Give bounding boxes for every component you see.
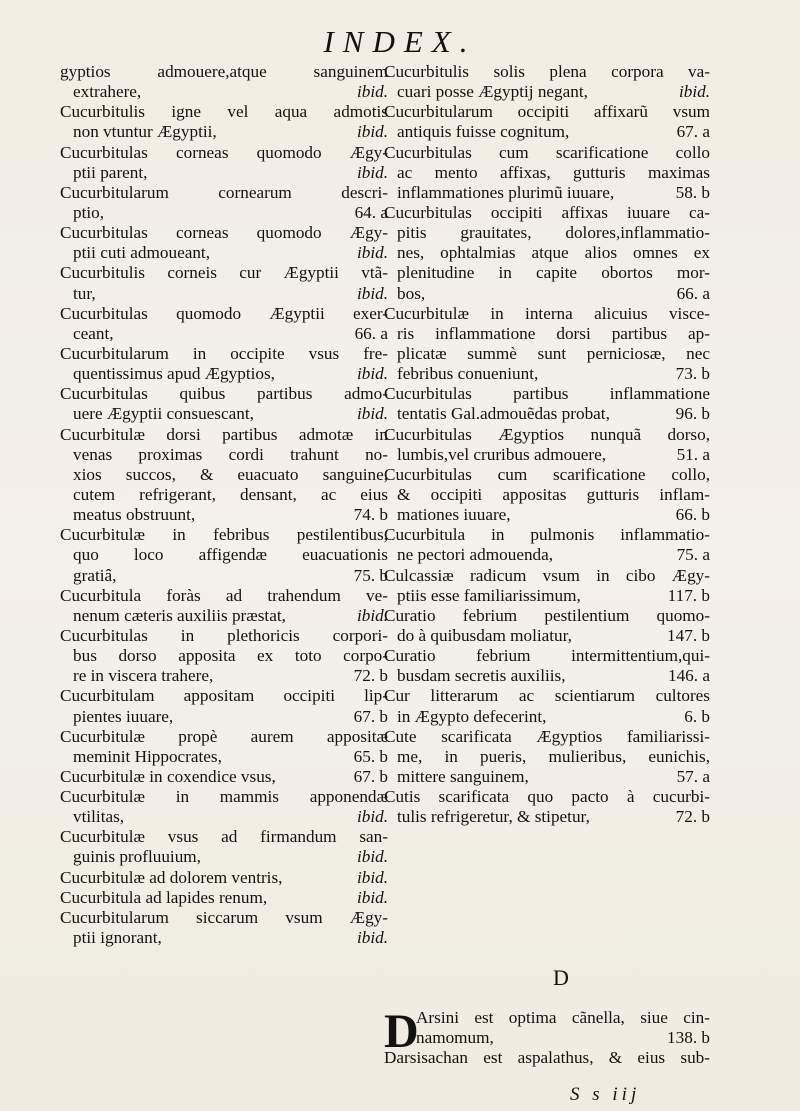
index-entry-line (60, 888, 388, 908)
index-entry-line (384, 686, 710, 706)
folio-reference: 67. b (353, 766, 388, 786)
entry-text: pitis grauitates, dolores,inflammatio- (397, 223, 710, 243)
index-entry-line (384, 82, 710, 102)
entry-text: cutem refrigerant, densant, ac eius (73, 484, 388, 504)
index-entry-line (384, 223, 710, 243)
index-entry-line (60, 807, 388, 827)
folio-reference: 74. b (353, 505, 388, 525)
entry-text: bus dorso apposita ex toto corpo- (73, 646, 388, 666)
entry-text: ac mento affixas, gutturis maximas (397, 162, 710, 182)
index-entry-line (384, 525, 710, 545)
index-entry-line (60, 727, 388, 747)
entry-text: Cucurbitulas quomodo Ægyptii exer- (60, 303, 388, 323)
folio-reference: 67. a (676, 122, 710, 142)
section-d-entries (384, 1005, 710, 1068)
folio-reference: 146. a (667, 666, 710, 686)
index-entry-line (60, 767, 388, 787)
entry-text: ne pectori admouenda, (397, 545, 554, 565)
entry-text: Cur litterarum ac scientiarum cultores (384, 686, 710, 706)
index-entry-line (384, 545, 710, 565)
index-entry-line (60, 646, 388, 666)
entry-text: gyptios admouere,atque sanguinem (60, 62, 388, 81)
entry-text: Curatio febrium intermittentium,qui- (384, 646, 710, 666)
index-entry-line (60, 465, 388, 485)
folio-reference: ibid. (356, 887, 388, 907)
index-entry-line (60, 344, 388, 364)
entry-text: Cucurbitulam appositam occipiti lip- (60, 686, 388, 706)
index-entry-line (60, 505, 388, 525)
entry-text: Cucurbitulæ in mammis apponendæ (60, 787, 388, 807)
entry-text: busdam secretis auxiliis, (397, 666, 566, 686)
entry-text: Cucurbitulas occipiti affixas iuuare ca- (384, 202, 710, 222)
entry-text: Cucurbitulas Ægyptios nunquã dorso, (384, 424, 710, 444)
index-entry-line (60, 223, 388, 243)
entry-text: inflammationes plurimũ iuuare, (397, 182, 615, 202)
folio-reference: 72. b (675, 807, 710, 827)
index-entry-line (384, 445, 710, 465)
folio-reference: ibid. (356, 605, 388, 625)
folio-reference: 6. b (684, 706, 710, 726)
entry-text: me, in pueris, mulieribus, eunichis, (397, 746, 710, 766)
index-entry-line (60, 566, 388, 586)
entry-text: Cucurbitulis corneis cur Ægyptii vtã- (60, 263, 388, 283)
entry-text: tentatis Gal.admouẽdas probat, (397, 404, 610, 424)
index-entry-line (384, 626, 710, 646)
index-entry-line (60, 324, 388, 344)
entry-text: ceant, (73, 323, 114, 343)
folio-reference: 66. a (676, 283, 710, 303)
folio-reference: 75. b (353, 565, 388, 585)
folio-reference: ibid. (356, 162, 388, 182)
index-entry-line (60, 263, 388, 283)
folio-reference: 65. b (353, 746, 388, 766)
left-column (60, 62, 388, 948)
entry-text: Cucurbitula foràs ad trahendum ve- (60, 585, 388, 605)
index-entry-line (60, 626, 388, 646)
entry-text: Cucurbitulæ in interna alicuius visce- (384, 303, 710, 323)
folio-reference: 96. b (675, 404, 710, 424)
folio-reference: ibid. (356, 283, 388, 303)
entry-text: Culcassiæ radicum vsum in cibo Ægy- (384, 565, 710, 585)
index-entry-line (384, 1048, 710, 1068)
entry-text: Cutis scarificata quo pacto à cucurbi- (384, 787, 710, 807)
entry-text: guinis profluuium, (73, 847, 201, 867)
entry-text: Curatio febrium pestilentium quomo- (384, 605, 710, 625)
entry-text: Cucurbitularum in occipite vsus fre- (60, 343, 388, 363)
entry-text: Cucurbitularum siccarum vsum Ægy- (60, 907, 388, 927)
entry-text: bos, (397, 283, 426, 303)
index-entry-line (60, 485, 388, 505)
entry-text: extrahere, (73, 82, 142, 102)
entry-text: re in viscera trahere, (73, 666, 214, 686)
index-entry-line (60, 928, 388, 948)
folio-reference: ibid. (356, 928, 388, 948)
index-entry-line (60, 143, 388, 163)
index-entry-line (384, 767, 710, 787)
index-entry-line (384, 404, 710, 424)
index-entry-line (60, 586, 388, 606)
index-entry-line (60, 183, 388, 203)
index-entry-line (384, 304, 710, 324)
index-entry-line (384, 727, 710, 747)
index-entry-line (384, 807, 710, 827)
index-entry-line (60, 163, 388, 183)
entry-text: Cucurbitulæ in coxendice vsus, (60, 766, 276, 786)
folio-reference: 147. b (667, 625, 710, 645)
index-entry-line (384, 666, 710, 686)
index-entry-line (60, 62, 388, 82)
entry-text: namomum, (416, 1028, 494, 1048)
folio-reference: ibid. (356, 867, 388, 887)
index-entry-line (60, 847, 388, 867)
folio-reference: ibid. (678, 82, 710, 102)
index-entry-line (384, 1028, 710, 1048)
index-entry-line (384, 747, 710, 767)
entry-text: Cucurbitula ad lapides renum, (60, 887, 268, 907)
entry-text: non vtuntur Ægyptii, (73, 122, 217, 142)
index-entry-line (384, 505, 710, 525)
index-entry-line (60, 404, 388, 424)
entry-text: gratiâ, (73, 565, 117, 585)
folio-reference: ibid. (356, 364, 388, 384)
entry-text: ptii cuti admoueant, (73, 243, 210, 263)
entry-text: mationes iuuare, (397, 505, 511, 525)
entry-text: Cucurbitulas corneas quomodo Ægy- (60, 142, 388, 162)
entry-text: tur, (73, 283, 96, 303)
folio-reference: ibid. (356, 404, 388, 424)
index-entry-line (384, 465, 710, 485)
index-entry-line (60, 827, 388, 847)
index-entry-line (60, 868, 388, 888)
entry-text: ptio, (73, 202, 105, 222)
folio-reference: 58. b (675, 182, 710, 202)
index-entry-line (60, 284, 388, 304)
folio-reference: 66. a (354, 323, 388, 343)
index-entry-line (384, 324, 710, 344)
index-entry-line (60, 545, 388, 565)
folio-reference: 73. b (675, 364, 710, 384)
index-entry-line (384, 646, 710, 666)
entry-text: Cucurbitula in pulmonis inflammatio- (384, 525, 710, 545)
entry-text: Arsini est optima cãnella, siue cin- (416, 1008, 710, 1027)
entry-text: mittere sanguinem, (397, 766, 529, 786)
entry-text: Cucurbitulæ ad dolorem ventris, (60, 867, 283, 887)
folio-reference: 57. a (676, 766, 710, 786)
entry-text: xios succos, & euacuato sanguine, (73, 464, 388, 484)
entry-text: & occipiti appositas gutturis inflam- (397, 484, 710, 504)
index-entry-line (60, 384, 388, 404)
index-entry-line (60, 908, 388, 928)
entry-text: Cucurbitularum occipiti affixarũ vsum (384, 102, 710, 122)
entry-text: Cucurbitulæ in febribus pestilentibus, (60, 525, 388, 545)
section-letter-d: D (553, 965, 569, 990)
index-entry-line (384, 122, 710, 142)
folio-reference: 72. b (353, 666, 388, 686)
index-entry-line (384, 1008, 710, 1028)
entry-text: nenum cæteris auxiliis præstat, (73, 605, 286, 625)
index-entry-line (60, 707, 388, 727)
entry-text: plenitudine in capite obortos mor- (397, 263, 710, 283)
entry-text: cuari posse Ægyptij negant, (397, 82, 588, 102)
index-entry-line (60, 122, 388, 142)
entry-text: lumbis,vel cruribus admouere, (397, 444, 607, 464)
index-entry-line (384, 606, 710, 626)
entry-text: uere Ægyptii consuescant, (73, 404, 254, 424)
entry-text: ptii ignorant, (73, 928, 162, 948)
entry-text: Darsisachan est aspalathus, & eius sub- (384, 1048, 710, 1068)
index-entry-line (384, 203, 710, 223)
index-entry-line (60, 787, 388, 807)
entry-text: meminit Hippocrates, (73, 746, 222, 766)
index-entry-line (384, 284, 710, 304)
index-entry-line (384, 485, 710, 505)
entry-text: Cucurbitulæ dorsi partibus admotæ in (60, 424, 388, 444)
folio-reference: ibid. (356, 243, 388, 263)
index-entry-line (60, 606, 388, 626)
index-entry-line (60, 445, 388, 465)
index-entry-line (384, 707, 710, 727)
folio-reference: 66. b (675, 505, 710, 525)
entry-text: antiquis fuisse cognitum, (397, 122, 570, 142)
index-entry-line (384, 344, 710, 364)
folio-reference: ibid. (356, 847, 388, 867)
folio-reference: 138. b (667, 1028, 710, 1048)
index-entry-line (384, 263, 710, 283)
index-entry-line (60, 686, 388, 706)
entry-text: Cucurbitulas quibus partibus admo- (60, 384, 388, 404)
folio-reference: 75. a (676, 545, 710, 565)
index-entry-line (60, 666, 388, 686)
entry-text: nes, ophtalmias atque alios omnes ex (397, 243, 710, 263)
entry-text: Cucurbitulas in plethoricis corpori- (60, 625, 388, 645)
index-entry-line (60, 525, 388, 545)
index-entry-line (60, 243, 388, 263)
index-entry-line (384, 586, 710, 606)
entry-text: venas proximas cordi trahunt no- (73, 444, 388, 464)
dropcap-initial: D (384, 1005, 419, 1058)
entry-text: Cucurbitulas cum scarificatione collo (384, 142, 710, 162)
entry-text: vtilitas, (73, 807, 125, 827)
entry-text: Cucurbitulas cum scarificatione collo, (384, 464, 710, 484)
entry-text: meatus obstruunt, (73, 505, 196, 525)
index-entry-line (384, 384, 710, 404)
index-entry-line (60, 304, 388, 324)
entry-text: Cucurbitulæ propè aurem appositæ (60, 726, 388, 746)
entry-text: Cucurbitulæ vsus ad firmandum san- (60, 827, 388, 847)
entry-text: do à quibusdam moliatur, (397, 625, 572, 645)
entry-text: Cute scarificata Ægyptios familiarissi- (384, 726, 710, 746)
entry-text: Cucurbitulas corneas quomodo Ægy- (60, 223, 388, 243)
index-entry-line (384, 364, 710, 384)
entry-text: ris inflammatione dorsi partibus ap- (397, 323, 710, 343)
entry-text: febribus conueniunt, (397, 364, 539, 384)
index-entry-line (60, 203, 388, 223)
folio-reference: ibid. (356, 807, 388, 827)
entry-text: Cucurbitulis solis plena corpora va- (384, 62, 710, 81)
folio-reference: ibid. (356, 122, 388, 142)
index-entry-line (60, 747, 388, 767)
folio-reference: ibid. (356, 82, 388, 102)
entry-text: plicatæ summè sunt perniciosæ, nec (397, 343, 710, 363)
index-entry-line (60, 364, 388, 384)
index-entry-line (384, 183, 710, 203)
entry-text: quentissimus apud Ægyptios, (73, 364, 275, 384)
entry-text: Cucurbitulas partibus inflammatione (384, 384, 710, 404)
index-entry-line (384, 425, 710, 445)
folio-reference: 64. a (354, 202, 388, 222)
entry-text: in Ægypto defecerint, (397, 706, 547, 726)
index-entry-line (60, 82, 388, 102)
index-entry-line (384, 566, 710, 586)
entry-text: quo loco affigendæ euacuationis (73, 545, 388, 565)
signature-mark: S s iij (570, 1084, 641, 1105)
folio-reference: 67. b (353, 706, 388, 726)
index-entry-line (384, 243, 710, 263)
entry-text: tulis refrigeretur, & stipetur, (397, 807, 590, 827)
entry-text: pientes iuuare, (73, 706, 174, 726)
entry-text: Cucurbitularum cornearum descri- (60, 182, 388, 202)
index-entry-line (384, 163, 710, 183)
entry-text: Cucurbitulis igne vel aqua admotis (60, 102, 388, 122)
entry-text: ptii parent, (73, 162, 148, 182)
folio-reference: 51. a (676, 444, 710, 464)
index-entry-line (384, 143, 710, 163)
right-column (384, 62, 710, 827)
index-entry-line (384, 787, 710, 807)
page-header: INDEX. (323, 24, 477, 59)
folio-reference: 117. b (667, 585, 710, 605)
index-entry-line (60, 425, 388, 445)
index-entry-line (60, 102, 388, 122)
index-entry-line (384, 62, 710, 82)
entry-text: ptiis esse familiarissimum, (397, 585, 581, 605)
index-entry-line (384, 102, 710, 122)
